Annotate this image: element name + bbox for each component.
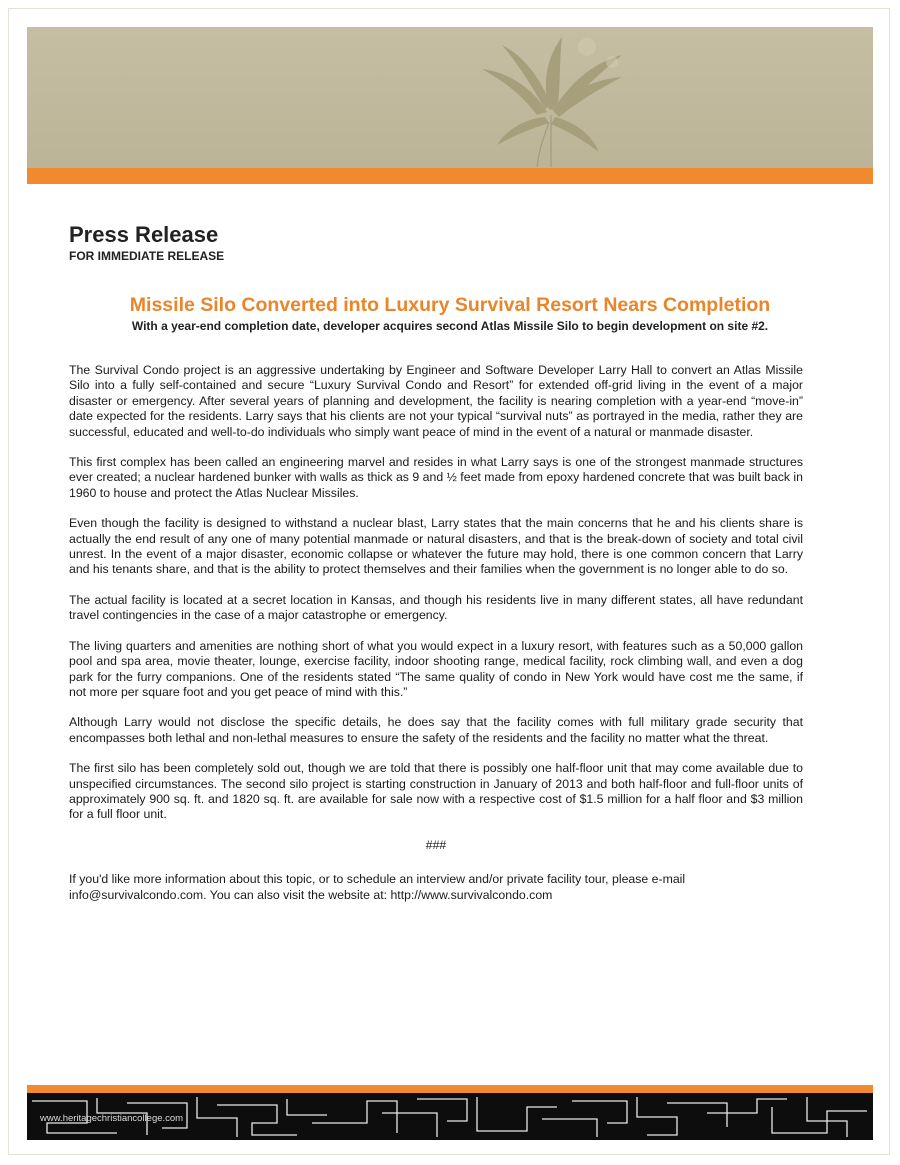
document-title: Press Release: [69, 222, 219, 247]
contact-block: [69, 872, 803, 903]
body-paragraph: The living quarters and amenities are nothing short of what you would expect in a luxury resort, with features such as a 50,000 gallon pool and spa area, movie theater, lounge, exercise facility, indoor shooting range, medical facility, rock climbing wall, and even a dog park for the furry companions. One of the residents stated “The same quality of condo in New York would have cost me the same, if not more per square foot and you get peace of mind with this.”: [69, 638, 803, 699]
header-banner: [27, 27, 873, 168]
press-release-body: [69, 363, 803, 918]
body-paragraph: The first silo has been completely sold out, though we are told that there is possibly one half-floor unit that may come available due to unspecified circumstances. The second silo project is starting construction in January of 2013 and both half-floor and full-floor units of approximately 900 sq. ft. and 1820 sq. ft. are available for sale now with a respective cost of $1.5 million for a half floor and $3 million for a full floor unit.: [69, 761, 803, 822]
footer-accent-bar: [27, 1085, 873, 1093]
palm-leaf-icon: [27, 27, 873, 168]
body-paragraph: This first complex has been called an engineering marvel and resides in what Larry says is one of the strongest manmade structures ever created; a nuclear hardened bunker with walls as thick as 9 and ½ feet made from epoxy hardened concrete that was built back in 1960 to house and protect the Atlas Nuclear Missiles.: [69, 455, 803, 500]
header-accent-bar: [27, 168, 873, 184]
body-paragraph: Even though the facility is designed to withstand a nuclear blast, Larry states that the main concerns that he and his clients share is actually the end result of any one of many potential manmade or natural disasters, and that is the break-down of society and total civil unrest. In the event of a major disaster, economic collapse or whatever the future may hold, there is one common concern that Larry and his tenants share, and that is the ability to protect themselves and their families when the government is no longer able to do so.: [69, 516, 803, 577]
subheadline: With a year-end completion date, developer acquires second Atlas Missile Silo to begin development on site #2.: [131, 319, 769, 333]
body-paragraph: The Survival Condo project is an aggressive undertaking by Engineer and Software Developer Larry Hall to convert an Atlas Missile Silo into a fully self-contained and secure “Luxury Survival Condo and Resort” for extended off-grid living in the event of a major disaster or emergency. After several years of planning and development, the facility is nearing completion with a year-end “move-in” date expected for the residents. Larry says that his clients are not your typical “survival nuts” as portrayed in the media, rather they are successful, educated and well-to-do individuals who simply want peace of mind in the event of a natural or manmade disaster.: [69, 363, 803, 439]
contact-info: If you'd like more information about this topic, or to schedule an interview and/or private facility tour, please e-mail info@survivalcondo.com. You can also visit the website at: http://www.survivalcondo.com: [69, 872, 686, 902]
footer-watermark: www.heritagechristiancollege.com: [40, 1113, 184, 1124]
end-separator: ###: [425, 837, 447, 852]
body-paragraph: Although Larry would not disclose the specific details, he does say that the facility comes with full military grade security that encompasses both lethal and non-lethal measures to ensure the safety of the residents and the facility no matter what the threat.: [69, 715, 803, 745]
body-paragraph: The actual facility is located at a secret location in Kansas, and though his residents live in many different states, all have redundant travel contingencies in the case of a major catastrophe or emergency.: [69, 592, 803, 623]
release-status: FOR IMMEDIATE RELEASE: [69, 249, 225, 263]
headline: Missile Silo Converted into Luxury Survival Resort Nears Completion: [129, 294, 771, 316]
